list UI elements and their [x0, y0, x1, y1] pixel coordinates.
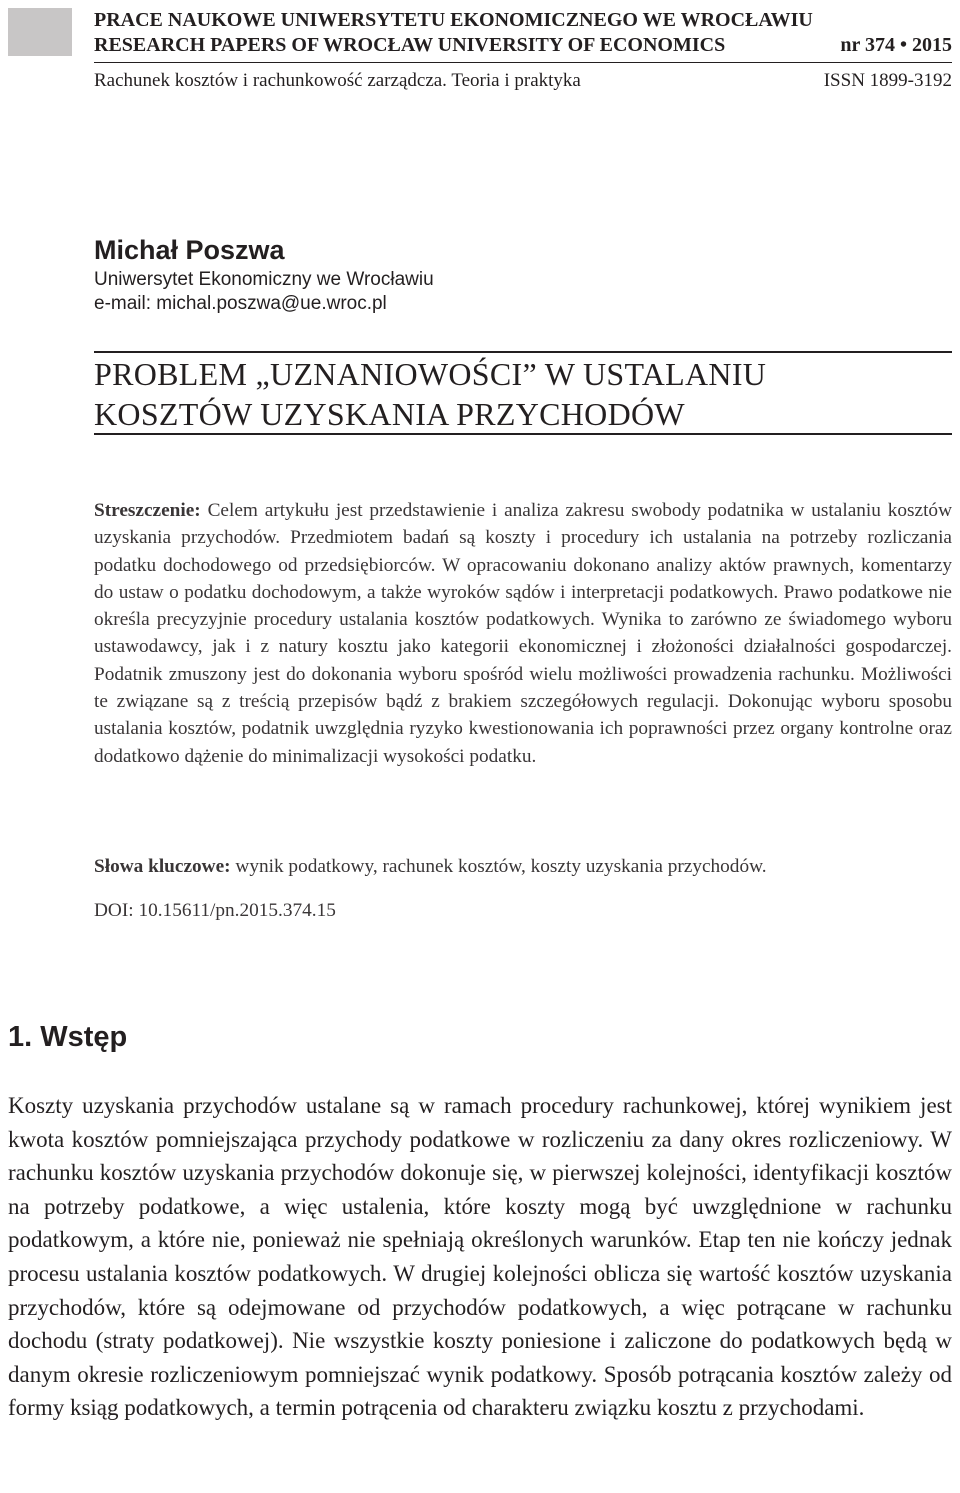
- header-decoration-block: [8, 8, 72, 56]
- journal-name-en: RESEARCH PAPERS OF WROCŁAW UNIVERSITY OF ECONOMICS: [94, 34, 726, 56]
- header-divider: [94, 62, 952, 63]
- section-body-text: Koszty uzyskania przychodów ustalane są w ramach procedury rachunkowej, której wynikiem jest kwota kosztów pomniejszająca przychody podatkowe w rozliczeniu za dany okres rozliczeniowy. W rachunku kosztów uzyskania przychodów dokonuje się, w pierwszej kolejności, identyfikacji kosztów na potrzeby podatkowe, a więc ustalenia, które koszty mogą być uwzględnione w rachunku podatkowym, a które nie, ponieważ nie spełniają określonych warunków. Etap ten nie kończy jednak procesu ustalania kosztów podatkowych. W drugiej kolejności oblicza się wartość kosztów uzyskania przychodów, które są odejmowane od przychodów podatkowych, a więc potrącane w rachunku dochodu (straty podatkowej). Nie wszystkie koszty poniesione i zaliczone do podatkowych będą w danym okresie rozliczeniowym pomniejszać wynik podatkowy. Sposób potrącania kosztów zależy od formy ksiąg podatkowych, a termin potrącenia od charakteru związku kosztu z przychodami.: [8, 1093, 952, 1421]
- journal-name-pl-text: PRACE NAUKOWE UNIWERSYTETU EKONOMICZNEGO WE WROCŁAWIU: [94, 9, 813, 31]
- article-title: [94, 354, 952, 434]
- keywords: [94, 853, 952, 880]
- journal-series-row: [94, 68, 952, 94]
- abstract-text: Celem artykułu jest przedstawienie i analiza zakresu swobody podatnika w ustalaniu kosztów uzyskania przychodów. Przedmiotem badań są koszty i procedury ich ustalania na potrzeby rozliczania podatku dochodowego od przedsiębiorców. W opracowaniu dokonano analizy aktów prawnych, komentarzy do ustaw o podatku dochodowym, a także wyroków sądów i interpretacji podatkowych. Prawo podatkowe nie określa precyzyjnie procedury ustalania kosztów podatkowych. Wynika to zarówno ze świadomego wyboru ustawodawcy, jak i z natury kosztu jako kategorii ekonomicznej i złożoności działalności gospodarczej. Podatnik zmuszony jest do dokonania wyboru spośród wielu możliwości prowadzenia rachunku. Możliwości te związane są z treścią przepisów bądź z brakiem szczegółowych regulacji. Dokonując wyboru sposobu ustalania kosztów, podatnik uwzględnia ryzyko kwestionowania ich poprawności przez organy kontrolne oraz dodatkowo dążenie do minimalizacji wysokości podatku.: [94, 500, 952, 767]
- journal-name-en-row: [94, 33, 952, 58]
- keywords-label: Słowa kluczowe:: [94, 856, 231, 877]
- author-name: Michał Poszwa: [94, 235, 285, 265]
- section-heading: 1. Wstęp: [8, 1021, 128, 1053]
- abstract: [94, 497, 952, 770]
- author-affiliation: Uniwersytet Ekonomiczny we Wrocławiu: [94, 269, 434, 290]
- author-email: e-mail: michal.poszwa@ue.wroc.pl: [94, 293, 387, 314]
- title-divider-bottom: [94, 433, 952, 435]
- abstract-label: Streszczenie:: [94, 500, 201, 521]
- journal-name-pl: [94, 8, 952, 33]
- article-title-line-1: PROBLEM „UZNANIOWOŚCI” W USTALANIU: [94, 356, 767, 392]
- author-block: [94, 232, 952, 316]
- journal-header: [94, 8, 952, 94]
- journal-issue: nr 374 • 2015: [840, 34, 952, 56]
- journal-series: Rachunek kosztów i rachunkowość zarządcza. Teoria i praktyka: [94, 70, 581, 91]
- keywords-text: wynik podatkowy, rachunek kosztów, koszty uzyskania przychodów.: [235, 856, 767, 877]
- doi: DOI: 10.15611/pn.2015.374.15: [94, 900, 336, 921]
- article-title-line-2: KOSZTÓW UZYSKANIA PRZYCHODÓW: [94, 396, 685, 432]
- journal-issn: ISSN 1899-3192: [823, 70, 952, 91]
- title-divider-top: [94, 351, 952, 353]
